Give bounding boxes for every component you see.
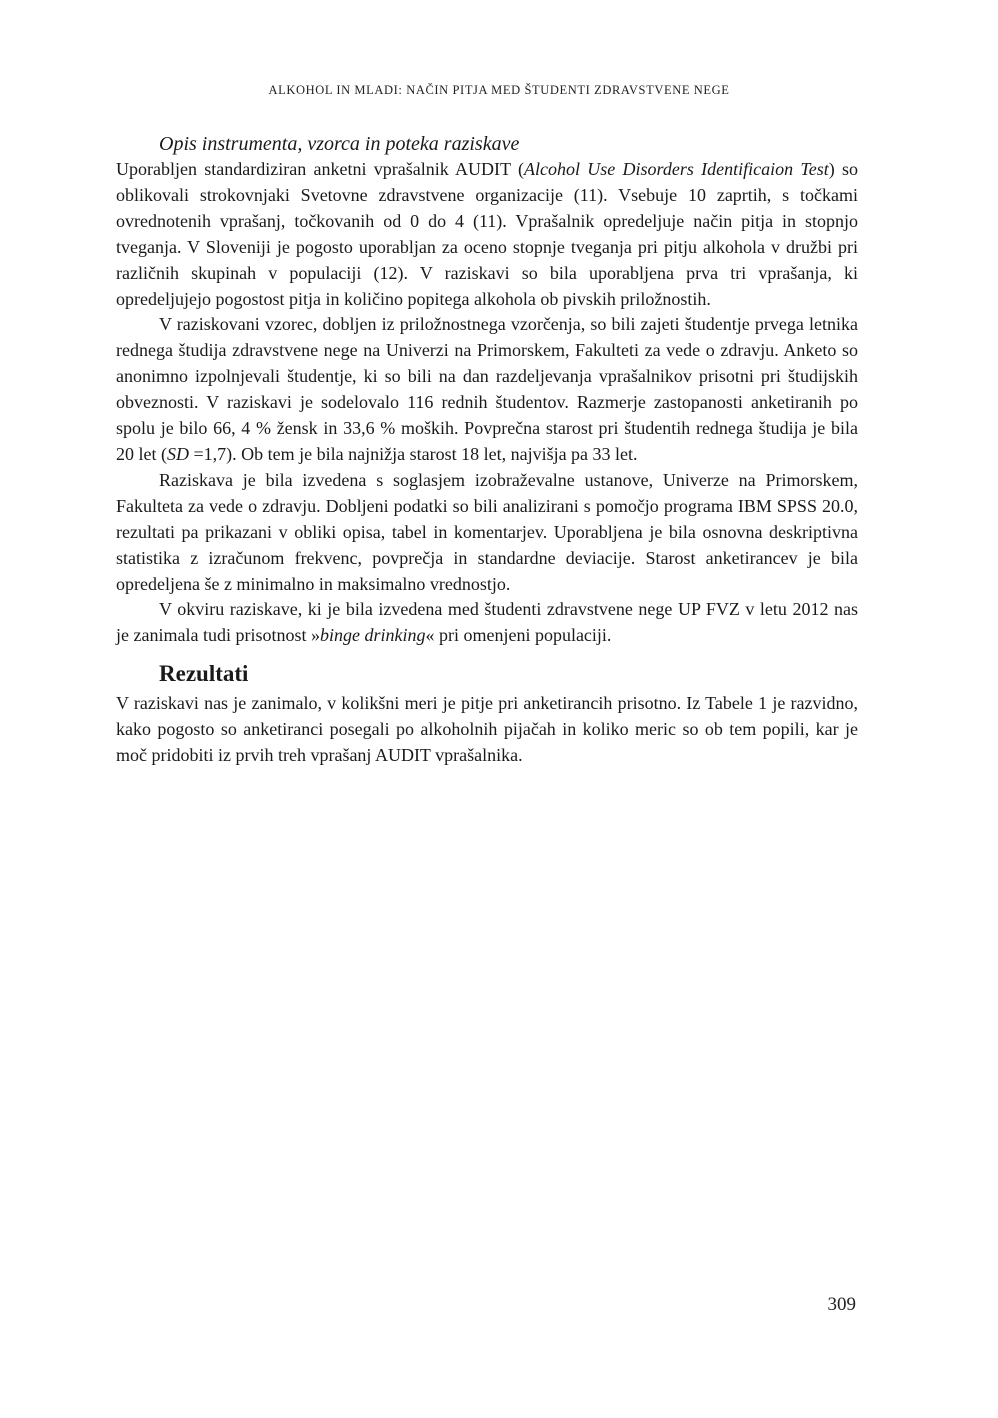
instrument-name-italic: Alcohol Use Disorders Identificaion Test — [523, 159, 829, 179]
paragraph-text: V raziskovani vzorec, dobljen iz priložnostnega vzorčenja, so bili zajeti študentje prvega letnika rednega študija zdravstvene nege na Univerzi na Primorskem, Fakulteti za vede o zdravju. Anketo so anonimno izpolnjevali študentje, ki so bili na dan razdeljevanja vprašalnikov prisotni pri študijskih obveznosti. V raziskavi je sodelovalo 116 rednih študentov. Razmerje zastopanosti anketiranih po spolu je bilo 66, 4 % žensk in 33,6 % moških. Povprečna starost pri študentih rednega študija je bila 20 let ( — [116, 314, 858, 464]
paragraph-text: V okviru raziskave, ki je bila izvedena med študenti zdravstvene nege UP FVZ v letu 2012 nas je zanimala tudi prisotnost » — [116, 599, 858, 646]
paragraph-binge — [116, 597, 858, 649]
paragraph-instrument — [116, 157, 858, 312]
page-number: 309 — [827, 1294, 856, 1315]
paragraph-text: ) so oblikovali strokovnjaki Svetovne zdravstvene organizacije (11). Vsebuje 10 zaprtih, s točkami ovrednotenih vprašanj, točkovanih od 0 do 4 (11). Vprašalnik opredeljuje način pitja in stopnjo tveganja. V Sloveniji je pogosto uporabljan za oceno stopnje tveganja pri pitju alkohola v družbi pri različnih skupinah v populaciji (12). V raziskavi so bila uporabljena prva tri vprašanja, ki opredeljujejo pogostost pitja in količino popitega alkohola ob pivskih priložnostih. — [116, 159, 858, 309]
section-subheading: Opis instrumenta, vzorca in poteka raziskave — [159, 133, 520, 155]
binge-drinking-italic: binge drinking — [319, 625, 426, 646]
paragraph-results: V raziskavi nas je zanimalo, v kolikšni meri je pitje pri anketirancih prisotno. Iz Tabele 1 je razvidno, kako pogosto so anketiranci posegali po alkoholnih pijačah in koliko meric so ob tem popili, kar je moč pridobiti iz prvih treh vprašanj AUDIT vprašalnika. — [116, 693, 858, 766]
paragraph-text: « pri omenjeni populaciji. — [425, 625, 612, 646]
paragraph-sample — [116, 312, 858, 467]
page-body — [116, 131, 858, 769]
paragraph-text: =1,7). Ob tem je bila najnižja starost 18 let, najvišja pa 33 let. — [189, 443, 638, 464]
paragraph-procedure: Raziskava je bila izvedena s soglasjem izobraževalne ustanove, Univerze na Primorskem, Fakulteta za vede o zdravju. Dobljeni podatki so bili analizirani s pomočjo programa IBM SPSS 20.0, rezultati pa prikazani v obliki opisa, tabel in komentarjev. Uporabljena je bila osnovna deskriptivna statistika z izračunom frekvenc, povprečja in standardne deviacije. Starost anketirancev je bila opredeljena še z minimalno in maksimalno vrednostjo. — [116, 469, 858, 594]
paragraph-text: Uporabljen standardiziran anketni vprašalnik AUDIT ( — [116, 159, 524, 179]
running-header: ALKOHOL IN MLADI: NAČIN PITJA MED ŠTUDENTI ZDRAVSTVENE NEGE — [268, 83, 730, 97]
sd-italic: SD — [167, 443, 189, 464]
section-heading-results: Rezultati — [159, 661, 249, 687]
